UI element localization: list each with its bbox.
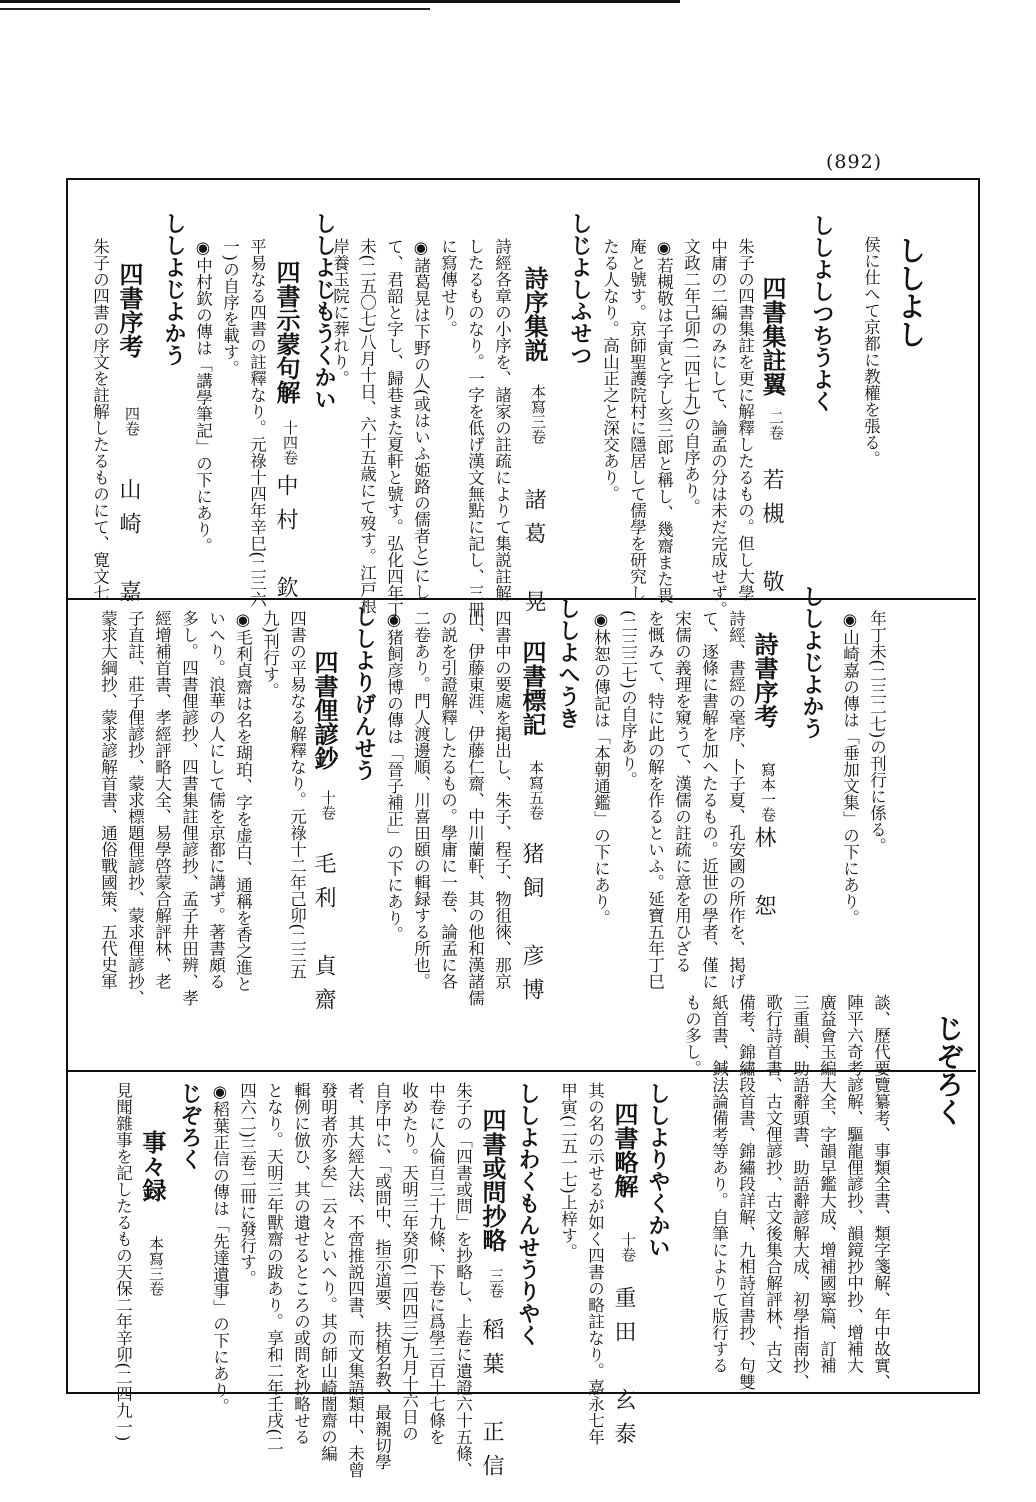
text-line: 山、伊藤東涯、伊藤仁齋、中川蘭軒、其の他和漢諸儒 — [465, 610, 485, 1006]
text-line: 歌行詩首書、古文俚諺抄、古文後集合解評林、古文 — [763, 994, 783, 1374]
heading-jizoroku: じぞろく — [932, 1014, 965, 1126]
section-head: じぞろく — [177, 1082, 202, 1170]
text-line: たる人なり。高山正之と深交あり。 — [600, 238, 620, 502]
entry-title: 四書標記 — [518, 640, 547, 736]
text-line: 三重韻、助語辭頭書、助語辭諺解大成、初學指南抄、 — [790, 994, 810, 1390]
text-line: の説を引證解釋したるもの。學庸に一卷、論孟に各 — [438, 610, 458, 990]
text-line: 收めたり。天明三年癸卯(二四四三)九月十六日の — [399, 1082, 419, 1442]
text-line: 者、其大經大法、不啻推説四書、而文集語類中、未曾 — [345, 1082, 365, 1478]
entry-volumes: 十卷 — [619, 1232, 637, 1262]
text-line: 備考、錦繡段首書、錦繡段詳解、九相詩首書抄、句雙 — [736, 994, 756, 1390]
text-line: 中庸の二編のみにして、論孟の分は未だ完成せず。 — [708, 238, 728, 618]
text-line: 朱子の四書集註を更に解釋したるもの。但し大學 — [735, 238, 755, 601]
page-number: (892) — [826, 151, 883, 173]
text-line: いへり。浪華の人にして儒を京都に講ず。著書頗る — [206, 610, 226, 990]
entry-volumes: 本寫三卷 — [529, 384, 547, 444]
text-line: 庵と號す。京師聖護院村に隱居して儒學を研究し — [627, 238, 647, 601]
entry-title: 詩序集説 — [520, 266, 549, 362]
text-line: 九)刊行す。 — [260, 610, 280, 699]
text-line: 朱子の「四書或問」を抄略し、上卷に遺證六十五條、 — [453, 1082, 473, 1478]
text-line: 紙首書、鍼法論備考等あり。自筆によりて版行する — [709, 994, 729, 1374]
entry-author: 重田 玄泰 — [611, 1286, 636, 1456]
text-line: 平易なる四書の註釋なり。元祿十四年辛巳(二三六 — [247, 238, 267, 608]
entry-volumes: 二卷 — [767, 410, 785, 440]
entry-volumes: 十卷 — [319, 790, 337, 820]
text-line: 談、歷代要覽纂考、事類全書、類字箋解、年中故實、 — [871, 994, 891, 1390]
entry-author: 猪飼 彦博 — [519, 842, 544, 1012]
text-line: 詩經、書經の毫序、卜子夏、孔安國の所作を、掲げ — [726, 610, 746, 990]
text-line: 經增補首書、孝經評略大全、易學啓蒙合解評林、老 — [152, 610, 172, 990]
section-head: ししよわくもんせうりやく — [515, 1082, 540, 1346]
text-line: 詩經各章の小序を、諸家の註疏によりて集説註解 — [492, 238, 512, 601]
text-line: 甲寅(二五一七)上梓す。 — [558, 1082, 578, 1260]
section-head: ししよへうき — [555, 597, 580, 729]
entry-author: 若槻 敬 — [759, 468, 784, 604]
entry-volumes: 四卷 — [123, 406, 141, 436]
entry-volumes: 三卷 — [487, 1268, 505, 1298]
text-line: 四書中の要處を掲出し、朱子、程子、物徂徠、那京 — [492, 610, 512, 990]
text-line: 未(二五〇七)八月十日、六十五歳にて歿す。江戸根 — [357, 238, 377, 614]
text-line: 多し。四書俚諺抄、四書集註俚諺抄、孟子井田辨、孝 — [179, 610, 199, 1006]
section-head: ししよりやくかい — [645, 1082, 670, 1258]
text-line: ◉中村欽の傳は「講學筆記」の下にあり。 — [193, 238, 213, 554]
top-scan-line-2 — [0, 8, 430, 10]
text-line: 中卷に人倫百三十九條、下卷に爲學三百十七條を — [426, 1082, 446, 1445]
text-line: 一)の自序を載す。 — [220, 238, 240, 377]
text-line: ◉山崎嘉の傳は「垂加文集」の下にあり。 — [840, 610, 860, 926]
entry-title: 事々録 — [138, 1130, 167, 1202]
section-head: ししよじよかう — [799, 585, 824, 739]
text-line: 廣益會玉編大全、字韻早鑑大成、增補國寧篇、訂補 — [817, 994, 837, 1374]
text-line: もの多し。 — [682, 994, 702, 1077]
text-line: となり。天明三年獸齋の跋あり。享和二年壬戌(二 — [264, 1082, 284, 1452]
entry-author: 毛利 貞齋 — [311, 852, 336, 1022]
text-line: て、逐條に書解を加へたるもの。近世の學者、僅に — [699, 610, 719, 990]
text-line: 四六二)三卷二冊に發行す。 — [237, 1082, 257, 1287]
text-line: 朱子の四書の序文を註解したるものにて、寛文七 — [90, 238, 110, 601]
text-line: 見聞雜事を記したるもの天保二年辛卯(二四九一) — [113, 1082, 133, 1442]
top-scan-line — [0, 0, 680, 3]
entry-title: 四書俚諺鈔 — [310, 650, 339, 770]
text-line: ◉猪飼彦博の傳は「晉子補正」の下にあり。 — [384, 610, 404, 943]
text-line: 岸養玉院に葬れり。 — [330, 238, 350, 387]
text-line: 年丁未(二三二七)の刊行に係る。 — [867, 610, 887, 854]
text-line: 自序中に、「或問中、指示道要、扶植名教、最親切學 — [372, 1082, 392, 1470]
entry-title: 四書示蒙句解 — [272, 260, 301, 404]
section-head: ししよりげんせう — [351, 605, 376, 781]
heading-shishiyoshi: ししよし — [894, 236, 927, 348]
text-line: 陣平六奇考諺解、驅龍俚諺抄、韻鏡抄中抄、增補大 — [844, 994, 864, 1374]
text-line: 發明者亦多矣」云々といへり。其の師山崎闇齋の編 — [318, 1082, 338, 1462]
text-line: 子直註、莊子俚諺抄、蒙求標題俚諺抄、蒙求俚諺抄、 — [125, 610, 145, 1006]
entry-title: 四書或問抄略 — [478, 1108, 507, 1252]
row-divider-2 — [66, 1070, 976, 1072]
text-line: ◉若槻敬は子寅と字し亥三郎と稱し、幾齋また畏 — [654, 238, 674, 604]
section-head: ししよしつちうよく — [809, 214, 834, 412]
text-line: 侯に仕へて京都に教權を張る。 — [861, 236, 881, 467]
text-line: に寫傳せり。 — [438, 238, 458, 337]
text-line: ◉諸葛晃は下野の人(或はいふ姫路の儒者と)にし — [411, 238, 431, 600]
text-line: したるものなり。一字を低げ漢文無點に記し、三冊 — [465, 238, 485, 618]
text-line: (二三三七)の自序あり。 — [618, 610, 638, 788]
text-line: を慨みて、特に此の解を作るといふ。延寶五年丁巳 — [645, 610, 665, 990]
text-line: て、君韶と字し、歸巷また夏軒と號す。弘化四年丁 — [384, 238, 404, 618]
entry-title: 詩書序考 — [750, 632, 779, 728]
text-line: ◉林恕の傳記は「本朝通鑑」の下にあり。 — [591, 610, 611, 926]
text-line: 文政二年己卯(二四七九)の自序あり。 — [681, 238, 701, 515]
text-line: ◉稻葉正信の傳は「先達遺事」の下にあり。 — [210, 1082, 230, 1415]
entry-title: 四書略解 — [610, 1102, 639, 1198]
text-line: 其の名の示せるが如く四書の略註なり。嘉永七年 — [585, 1082, 605, 1445]
section-head: ししよじよかう — [161, 212, 186, 366]
text-line: 四書の平易なる解釋なり。元祿十二年己卯(二三五 — [287, 610, 307, 980]
entry-author: 林 恕 — [751, 826, 776, 928]
entry-title: 四書集註翼 — [758, 276, 787, 396]
entry-author: 中村 欽 — [273, 474, 298, 610]
text-line: 輯例に倣ひ、其の遺せるところの或問を抄略せる — [291, 1082, 311, 1445]
entry-author: 諸葛 晃 — [521, 488, 546, 624]
text-line: 蒙求大綱抄、蒙求諺解首書、通俗戰國策、五代史軍 — [98, 610, 118, 990]
entry-volumes: 寫本一卷 — [759, 762, 777, 822]
text-line: 宋儒の義理を窺うて、漢儒の註疏に意を用ひざる — [672, 610, 692, 973]
entry-author: 稻葉 正信 — [479, 1318, 504, 1488]
entry-author: 山崎 嘉 — [116, 478, 141, 614]
section-head: ししよじもうくかい — [311, 212, 336, 410]
section-head: しじよしふせつ — [567, 212, 592, 366]
text-line: ◉毛利貞齋は名を瑚珀、字を虚白、通稱を香之進と — [233, 610, 253, 992]
entry-volumes: 本寫五卷 — [527, 760, 545, 820]
entry-title: 四書序考 — [115, 262, 144, 358]
entry-volumes: 十四卷 — [281, 420, 299, 465]
entry-volumes: 本寫三卷 — [147, 1236, 165, 1296]
text-line: 二卷あり。門人渡邊順、川喜田頤の輯録する所也。 — [411, 610, 431, 990]
